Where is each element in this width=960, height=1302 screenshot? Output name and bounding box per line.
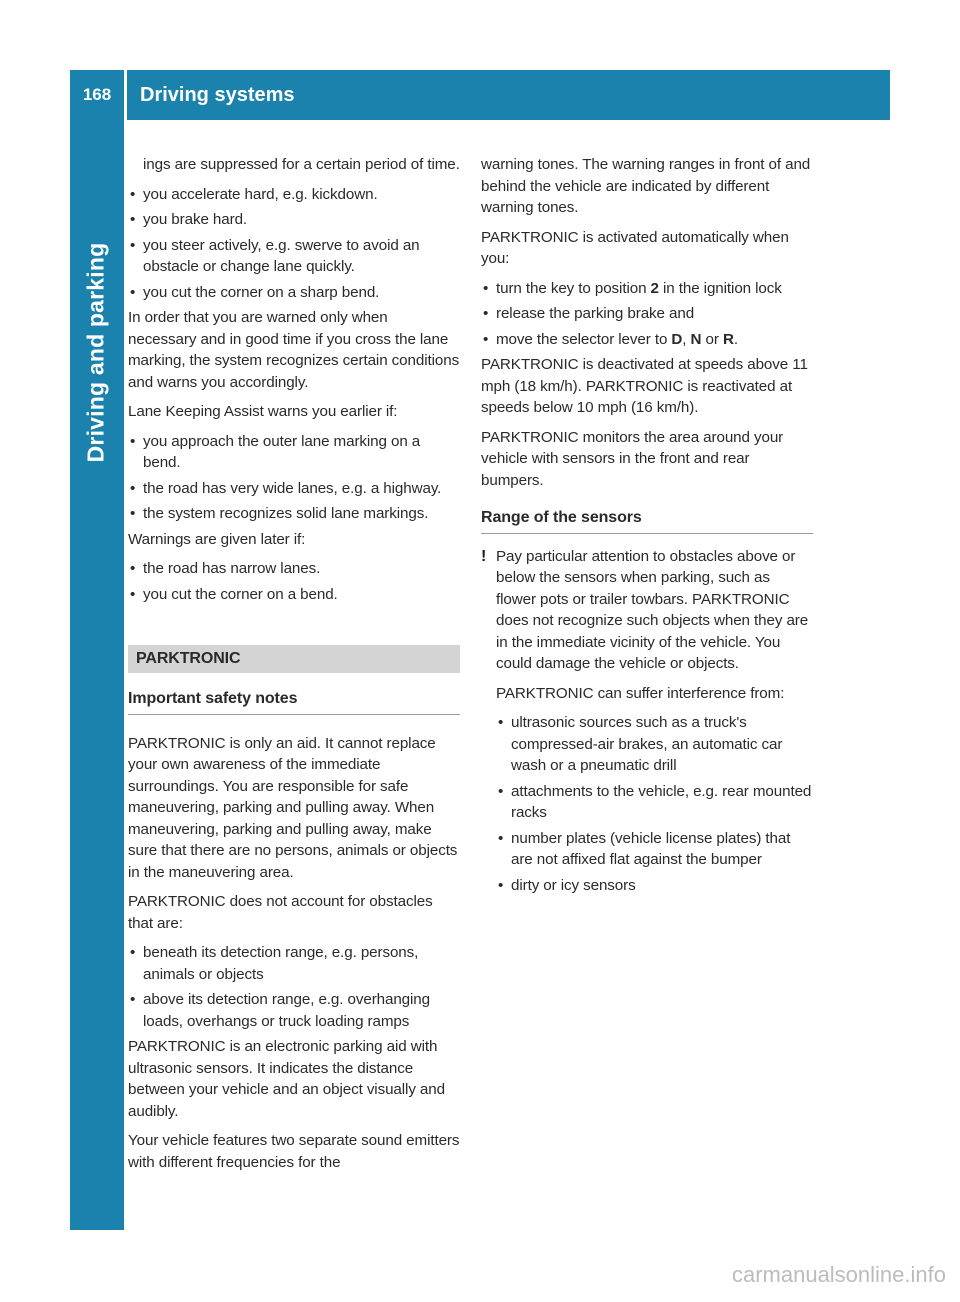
list-item: • release the parking brake and (481, 303, 813, 325)
paragraph: PARKTRONIC can suffer interference from: (496, 684, 785, 702)
list-item: • dirty or icy sensors (496, 875, 813, 897)
list-item: • the system recognizes solid lane markings. (128, 503, 460, 525)
paragraph: PARKTRONIC is activated automatically when you: (481, 228, 789, 267)
notice-block (481, 546, 813, 897)
section-heading: PARKTRONIC (128, 645, 460, 673)
subsection-heading: Range of the sensors (481, 507, 813, 534)
paragraph: Your vehicle features two separate sound emitters with different frequencies for the (128, 1132, 460, 1171)
list-item: • attachments to the vehicle, e.g. rear mounted racks (496, 781, 813, 824)
paragraph: PARKTRONIC monitors the area around your vehicle with sensors in the front and rear bumpers. (481, 428, 784, 489)
page-number: 168 (82, 85, 112, 104)
paragraph: Lane Keeping Assist warns you earlier if: (128, 403, 398, 420)
list-item: • above its detection range, e.g. overhanging loads, overhangs or truck loading ramps (128, 989, 460, 1032)
paragraph: Warnings are given later if: (128, 530, 306, 548)
header-divider (124, 70, 127, 120)
paragraph: PARKTRONIC is deactivated at speeds above 11 mph (18 km/h). PARKTRONIC is reactivated at speeds below 10 mph (16 km/h). (481, 356, 808, 416)
right-column (481, 154, 813, 900)
chapter-label: Driving and parking (82, 242, 109, 462)
warning-icon: ! (481, 547, 487, 565)
bullet-list (128, 184, 460, 304)
list-item: • ultrasonic sources such as a truck's compressed-air brakes, an automatic car wash or a pneumatic drill (496, 712, 813, 777)
paragraph: PARKTRONIC is only an aid. It cannot replace your own awareness of the immediate surroundings. You are responsible for safe maneuvering, parking and pulling away. When maneuvering, parking and pulling away, make sure that there are no persons, animals or objects in the maneuvering area. (128, 734, 458, 881)
paragraph: warning tones. The warning ranges in front of and behind the vehicle are indicated by different warning tones. (481, 156, 811, 216)
list-item: • you cut the corner on a sharp bend. (128, 282, 460, 304)
bullet-list (128, 431, 460, 525)
bullet-list (128, 942, 460, 1032)
list-item: • turn the key to position 2 in the ignition lock (481, 278, 813, 300)
subsection-heading: Important safety notes (128, 688, 460, 715)
paragraph: PARKTRONIC is an electronic parking aid with ultrasonic sensors. It indicates the distance between your vehicle and an object visually and audibly. (128, 1038, 445, 1120)
bullet-list (481, 278, 813, 351)
list-item: • you brake hard. (128, 209, 460, 231)
list-item: • number plates (vehicle license plates) that are not affixed flat against the bumper (496, 828, 813, 871)
paragraph: Pay particular attention to obstacles above or below the sensors when parking, such as flower pots or trailer towbars. PARKTRONIC does not recognize such objects when they are in the immediate vicinity of the vehicle. You could damage the vehicle or objects. (496, 547, 809, 672)
paragraph: ings are suppressed for a certain period of time. (143, 156, 460, 173)
list-item: • you steer actively, e.g. swerve to avoid an obstacle or change lane quickly. (128, 235, 460, 278)
list-item: • you approach the outer lane marking on a bend. (128, 431, 460, 474)
bullet-list (128, 558, 460, 605)
list-item: • you accelerate hard, e.g. kickdown. (128, 184, 460, 206)
list-item: • beneath its detection range, e.g. persons, animals or objects (128, 942, 460, 985)
list-item: • you cut the corner on a bend. (128, 584, 460, 606)
left-column (128, 154, 460, 1181)
bullet-list (496, 712, 813, 896)
list-item: • the road has narrow lanes. (128, 558, 460, 580)
list-item: • the road has very wide lanes, e.g. a highway. (128, 478, 460, 500)
watermark: carmanualsonline.info (731, 1262, 946, 1287)
page-title: Driving systems (140, 84, 295, 106)
list-item: • move the selector lever to D, N or R. (481, 329, 813, 351)
paragraph: In order that you are warned only when necessary and in good time if you cross the lane marking, the system recognizes certain conditions and warns you accordingly. (128, 309, 460, 391)
paragraph: PARKTRONIC does not account for obstacles that are: (128, 893, 433, 932)
